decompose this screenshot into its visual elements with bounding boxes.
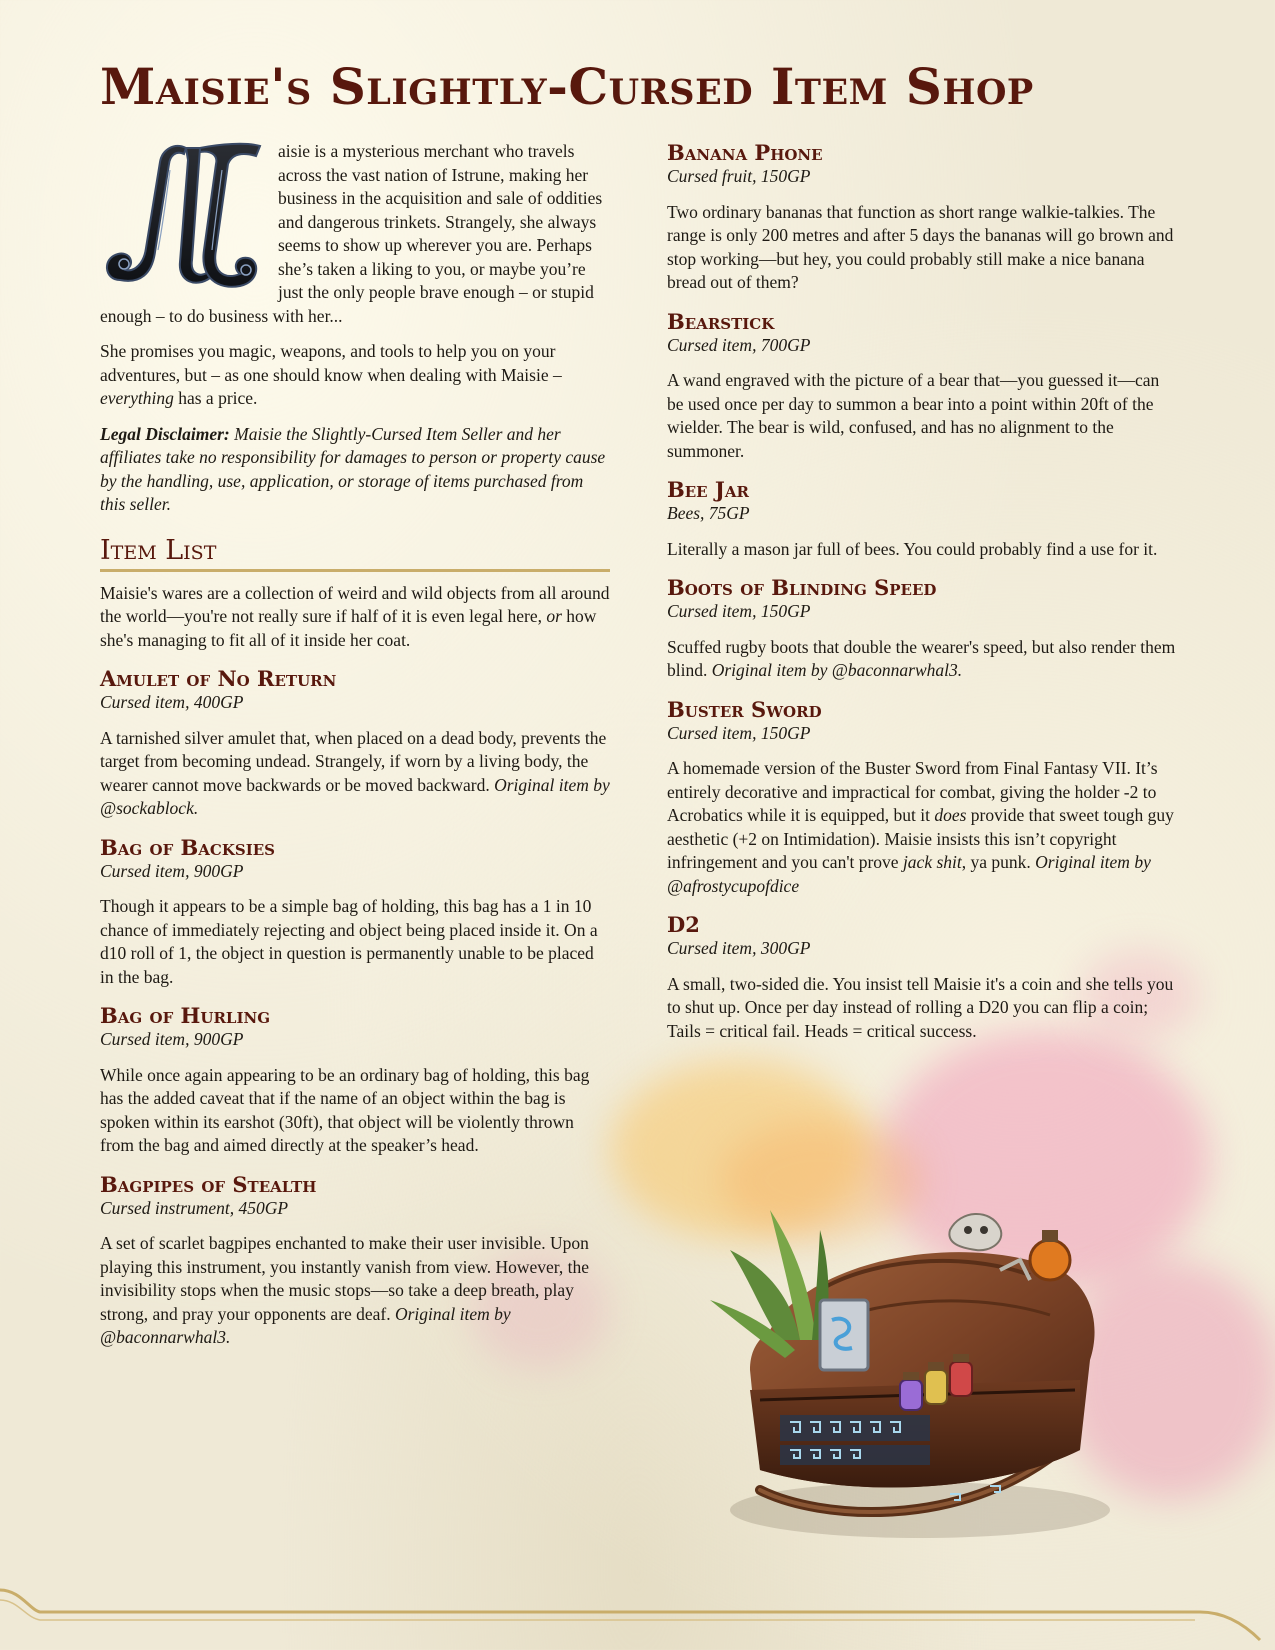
item-description: While once again appearing to be an ordinary bag of holding, this bag has the added caveat that if the name of an object within the bag is spoken within its earshot (30ft), that object will be violently thrown from the bag and aimed directly at the speaker’s head. [100,1064,590,1155]
item-name: Banana Phone [667,140,823,165]
item-description: Though it appears to be a simple bag of holding, this bag has a 1 in 10 chance of immediately rejecting and object being placed inside it. On a d10 roll of 1, the object in question is permanently unable to be placed in the bag. [100,896,598,987]
item-entry [667,575,1177,683]
item-type-price: Cursed item, 900GP [100,1029,244,1049]
page-border-ornament [0,1570,1275,1650]
item-name: Boots of Blinding Speed [667,575,937,600]
item-type-price: Cursed item, 150GP [667,601,811,621]
item-description: A small, two-sided die. You insist tell Maisie it's a coin and she tells you to shut up. Once per day instead of rolling a D20 you can flip a coin; Tails = critical fail. Heads = critical success. [667,973,1174,1041]
page-title: Maisie's Slightly-Cursed Item Shop [100,57,1034,116]
item-description: A wand engraved with the picture of a bear that—you guessed it—can be used once per day to summon a bear into a point within 20ft of the wielder. The bear is wild, confused, and has no alignment to the summoner. [667,370,1160,461]
item-name: D2 [667,912,700,937]
item-description: Literally a mason jar full of bees. You could probably find a use for it. [667,538,1158,559]
item-type-price: Cursed item, 400GP [100,692,244,712]
legal-disclaimer: Legal Disclaimer: Maisie the Slightly-Cursed Item Seller and her affiliates take no responsibility for damages to person or property cause by the handling, use, application, or storage of items purchased from this seller. [100,423,606,514]
adventurer-bag-illustration-icon [700,1190,1120,1550]
item-type-price: Cursed fruit, 150GP [667,166,811,186]
item-type-price: Cursed item, 150GP [667,722,811,743]
item-entry [100,1172,610,1350]
item-type-price: Cursed item, 300GP [667,938,811,958]
item-description: A homemade version of the Buster Sword from Final Fantasy VII. It’s entirely decorative and impractical for combat, giving the holder -2 to Acrobatics while it is equipped, but it does provide that sweet tough guy aesthetic (+2 on Intimidation). Maisie insists this isn’t copyright infringement and you can't prove jack shit, ya punk. Original item by @afrostycupofdice [667,758,1174,896]
right-column [667,140,1177,1055]
item-entry [667,912,1177,1043]
item-list-intro: Maisie's wares are a collection of weird and wild objects from all around the world—you're not really sure if half of it is even legal here, or how she's managing to fit all of it inside her coat. [100,582,610,650]
item-name: Bag of Hurling [100,1003,271,1028]
item-name: Bee Jar [667,477,749,502]
item-description: A set of scarlet bagpipes enchanted to make their user invisible. Upon playing this instrument, you instantly vanish from view. However, the invisibility stops when the music stops—so take a deep breath, play strong, and pray your opponents are deaf. Original item by @baconnarwhal3. [100,1233,590,1347]
item-name: Bagpipes of Stealth [100,1171,317,1197]
item-type-price: Cursed item, 700GP [667,334,811,355]
drop-cap-m-icon [100,140,270,295]
item-type-price: Bees, 75GP [667,503,750,523]
item-type-price: Cursed item, 900GP [100,860,244,881]
intro-paragraph: aisie is a mysterious merchant who travels across the vast nation of Istrune, making her business in the acquisition and sale of oddities and dangerous trinkets. Strangely, she always seems to show up wherever you are. Perhaps she’s taken a liking to you, or maybe you’re just the only people brave enough – or stupid enough – to do business with her... [100,141,603,326]
section-heading-item-list: Item List [100,535,610,572]
item-entry [100,1003,610,1158]
item-entry [667,140,1177,295]
item-description: Scuffed rugby boots that double the wearer's speed, but also render them blind. Original item by @baconnarwhal3. [667,636,1176,680]
item-type-price: Cursed instrument, 450GP [100,1197,289,1218]
item-name: Buster Sword [667,696,822,722]
item-name: Bag of Backsies [100,834,276,860]
item-entry [667,477,1177,561]
item-entry [667,309,1177,464]
item-entry [100,835,610,990]
item-description: Two ordinary bananas that function as short range walkie-talkies. The range is only 200 metres and after 5 days the bananas will go brown and stop working—but hey, you could probably still make a nice banana bread out of them? [667,201,1174,292]
item-entry [100,666,610,821]
item-entry [667,697,1177,899]
item-description: A tarnished silver amulet that, when placed on a dead body, prevents the target from becoming undead. Strangely, if worn by a living body, the wearer cannot move backwards or be moved backward. Original item by @sockablock. [100,727,610,818]
intro-paragraph-2: She promises you magic, weapons, and tools to help you on your adventures, but – as one should know when dealing with Maisie – everything has a price. [100,341,562,408]
item-name: Amulet of No Return [100,666,337,691]
item-name: Bearstick [667,308,775,334]
left-column [100,140,610,1362]
